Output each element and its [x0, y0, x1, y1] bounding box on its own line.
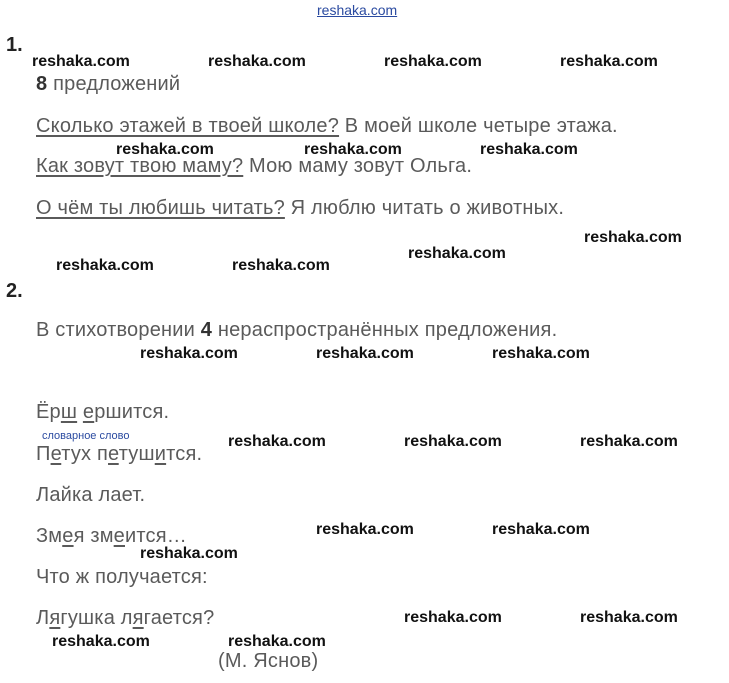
task-1-count-label: предложений	[47, 73, 181, 95]
task-2-intro-before: В стихотворении	[36, 319, 201, 341]
watermark[interactable]: reshaka.com	[384, 53, 482, 70]
task-1-row-2	[36, 155, 472, 178]
task-2-intro-number: 4	[200, 319, 213, 341]
poem-line-3: Лайка лает.	[36, 484, 146, 506]
watermark[interactable]: reshaka.com	[480, 141, 578, 158]
poem-author: (М. Яснов)	[218, 650, 319, 672]
question-1: Сколько этажей в твоей школе?	[36, 115, 340, 137]
task-1-number: 1.	[6, 34, 23, 56]
watermark[interactable]: reshaka.com	[228, 633, 326, 650]
poem-line-2: Петух петушится.	[36, 443, 203, 465]
watermark[interactable]: reshaka.com	[32, 53, 130, 70]
watermark[interactable]: reshaka.com	[580, 433, 678, 450]
question-2: Как зовут твою маму?	[36, 155, 244, 177]
poem-line-1: Ёрш ершится.	[36, 401, 170, 423]
watermark[interactable]: reshaka.com	[140, 345, 238, 362]
watermark[interactable]: reshaka.com	[408, 245, 506, 262]
poem-line-6: Лягушка лягается?	[36, 607, 215, 629]
task-1-count	[36, 73, 180, 96]
task-1-row-3	[36, 197, 564, 220]
watermark[interactable]: reshaka.com	[52, 633, 150, 650]
answer-2: Мою маму зовут Ольга.	[243, 155, 473, 177]
vocab-note: словарное слово	[42, 430, 130, 442]
poem-line-5: Что ж получается:	[36, 566, 208, 588]
watermark[interactable]: reshaka.com	[140, 545, 238, 562]
watermark[interactable]: reshaka.com	[316, 521, 414, 538]
task-1-row-1	[36, 115, 618, 138]
watermark[interactable]: reshaka.com	[208, 53, 306, 70]
watermark[interactable]: reshaka.com	[404, 433, 502, 450]
answer-3: Я люблю читать о животных.	[284, 197, 565, 219]
watermark[interactable]: reshaka.com	[56, 257, 154, 274]
task-2-intro-after: нераспространённых предложения.	[212, 319, 558, 341]
watermark[interactable]: reshaka.com	[316, 345, 414, 362]
watermark[interactable]: reshaka.com	[492, 521, 590, 538]
watermark[interactable]: reshaka.com	[228, 433, 326, 450]
watermark[interactable]: reshaka.com	[304, 141, 402, 158]
watermark[interactable]: reshaka.com	[560, 53, 658, 70]
watermark[interactable]: reshaka.com	[116, 141, 214, 158]
watermark[interactable]: reshaka.com	[584, 229, 682, 246]
question-3: О чём ты любишь читать?	[36, 197, 285, 219]
watermark[interactable]: reshaka.com	[232, 257, 330, 274]
task-1-count-number: 8	[36, 73, 48, 95]
watermark[interactable]: reshaka.com	[492, 345, 590, 362]
watermark[interactable]: reshaka.com	[404, 609, 502, 626]
answer-1: В моей школе четыре этажа.	[339, 115, 618, 137]
task-2-intro	[36, 319, 557, 342]
watermark[interactable]: reshaka.com	[580, 609, 678, 626]
task-2-number: 2.	[6, 280, 23, 302]
site-header[interactable]: reshaka.com	[317, 2, 398, 18]
poem-line-4: Змея змеится…	[36, 525, 187, 547]
